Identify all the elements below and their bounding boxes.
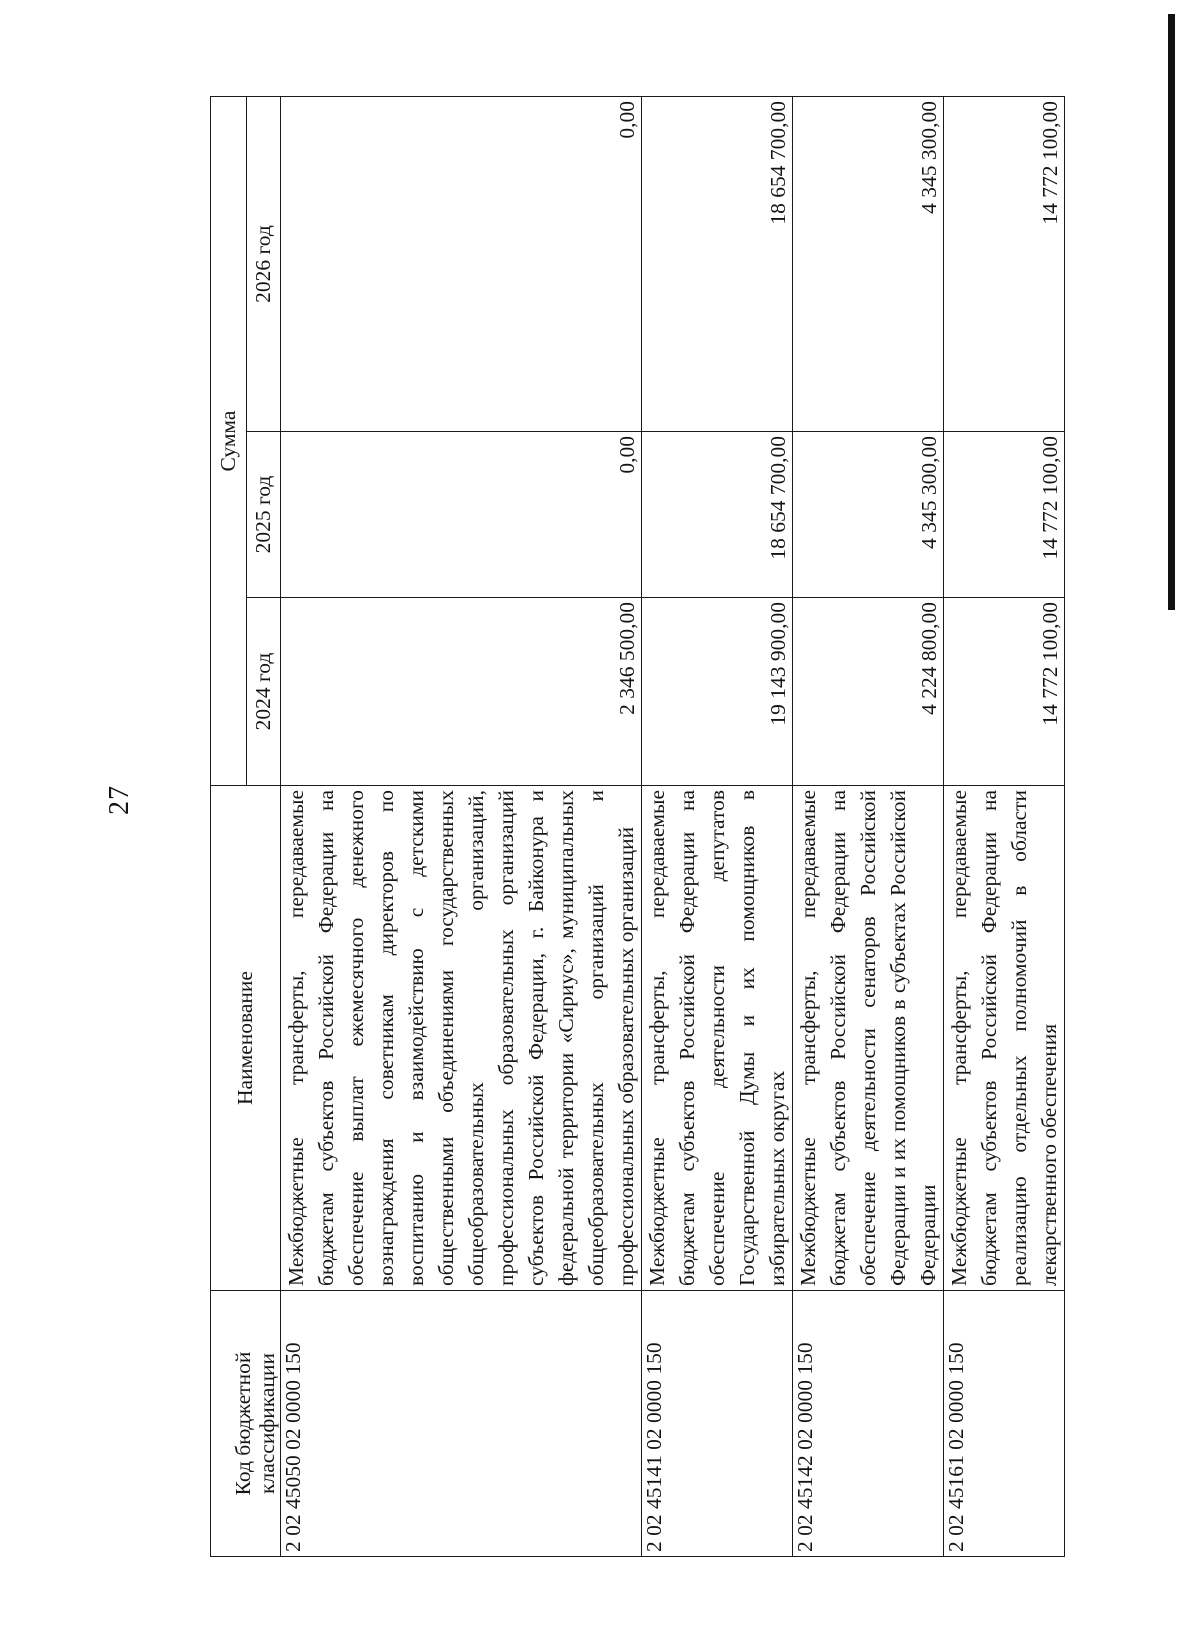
row-name: Межбюджетные трансферты, передаваемые бюджетам субъектов Российской Федерации на реализацию отдельных полномочий в области лекарственного обеспечения (944, 786, 1065, 1291)
row-code: 2 02 45161 02 0000 150 (944, 1291, 1065, 1557)
header-name: Наименование (211, 786, 281, 1291)
row-name: Межбюджетные трансферты, передаваемые бюджетам субъектов Российской Федерации на обеспечение деятельности сенаторов Российской Федерации и их помощников в субъектах Российской Федерации (793, 786, 944, 1291)
table-row (281, 97, 642, 1557)
table-row (793, 97, 944, 1557)
page-number: 27 (104, 785, 135, 815)
row-amount-2026: 14 772 100,00 (944, 97, 1065, 432)
header-sum: Сумма (211, 97, 247, 786)
budget-table (210, 96, 1065, 1557)
row-code: 2 02 45050 02 0000 150 (281, 1291, 642, 1557)
table-row (944, 97, 1065, 1557)
row-code: 2 02 45141 02 0000 150 (642, 1291, 793, 1557)
row-amount-2024: 19 143 900,00 (642, 598, 793, 786)
table-row (642, 97, 793, 1557)
row-amount-2026: 18 654 700,00 (642, 97, 793, 432)
row-name: Межбюджетные трансферты, передаваемые бюджетам субъектов Российской Федерации на обеспечение выплат ежемесячного денежного вознаграждения советникам директоров по воспитанию и взаимодействию с детскими общественными объединениями государственных общеобразовательных организаций, профессиональных образовательных организаций субъектов Российской Федерации, г. Байконура и федеральной территории «Сириус», муниципальных общеобразовательных организаций и профессиональных образовательных организаций (281, 786, 642, 1291)
row-name: Межбюджетные трансферты, передаваемые бюджетам субъектов Российской Федерации на обеспечение деятельности депутатов Государственной Думы и их помощников в избирательных округах (642, 786, 793, 1291)
row-amount-2025: 4 345 300,00 (793, 432, 944, 598)
row-amount-2024: 4 224 800,00 (793, 598, 944, 786)
header-year-2025: 2025 год (247, 432, 281, 598)
header-year-2024: 2024 год (247, 598, 281, 786)
row-amount-2025: 0,00 (281, 432, 642, 598)
rotated-page-content (210, 96, 1065, 1557)
row-amount-2024: 2 346 500,00 (281, 598, 642, 786)
row-amount-2024: 14 772 100,00 (944, 598, 1065, 786)
header-year-2026: 2026 год (247, 97, 281, 432)
row-amount-2025: 18 654 700,00 (642, 432, 793, 598)
scan-edge-bar (1168, 14, 1175, 610)
row-amount-2025: 14 772 100,00 (944, 432, 1065, 598)
header-code: Код бюджетной классификации (211, 1291, 281, 1557)
row-amount-2026: 4 345 300,00 (793, 97, 944, 432)
row-amount-2026: 0,00 (281, 97, 642, 432)
row-code: 2 02 45142 02 0000 150 (793, 1291, 944, 1557)
